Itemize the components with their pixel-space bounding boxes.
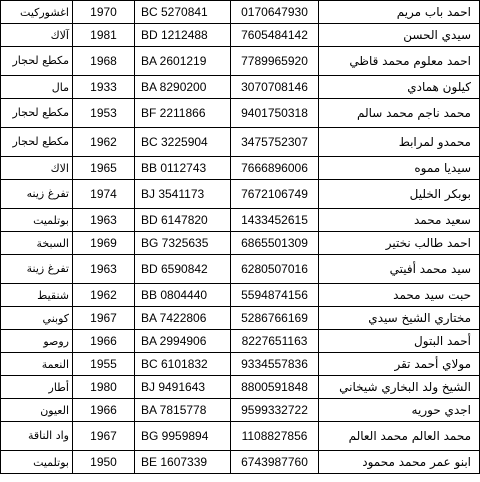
full-name-cell: أحمد البتول: [319, 330, 480, 353]
birthplace-cell: [1, 255, 73, 284]
full-name-cell: محمدو لمرابط: [319, 128, 480, 157]
birthplace-text: مكطع لحجار: [12, 135, 69, 148]
birthplace-cell: روصو: [1, 330, 73, 353]
birthplace-text: مكطع لحجار: [12, 106, 69, 119]
birth-year-cell: 1962: [73, 128, 135, 157]
table-row: [1, 209, 480, 232]
id-card-cell: BD 6147820: [135, 209, 231, 232]
table-row: [1, 307, 480, 330]
full-name-cell: مختاري الشيخ سيدي: [319, 307, 480, 330]
table-row: [1, 1, 480, 24]
table-row: [1, 399, 480, 422]
table-row: [1, 353, 480, 376]
full-name-cell: سيديا مموه: [319, 157, 480, 180]
birth-year-cell: 1965: [73, 157, 135, 180]
birth-year-cell: 1967: [73, 422, 135, 451]
full-name-cell: اجدي حوريه: [319, 399, 480, 422]
birthplace-cell: شنقيط: [1, 284, 73, 307]
national-number-cell: 0170647930: [231, 1, 319, 24]
id-card-cell: BC 6101832: [135, 353, 231, 376]
birthplace-text: واد الناقة: [28, 429, 69, 442]
id-card-cell: BB 0804440: [135, 284, 231, 307]
full-name-cell: سعيد محمد: [319, 209, 480, 232]
birthplace-cell: بوتلميت: [1, 451, 73, 474]
birth-year-cell: 1980: [73, 376, 135, 399]
national-number-cell: 7789965920: [231, 47, 319, 76]
full-name-cell: محمد العالم محمد العالم: [319, 422, 480, 451]
national-number-cell: 7666896006: [231, 157, 319, 180]
birth-year-cell: 1953: [73, 99, 135, 128]
table-row: [1, 157, 480, 180]
table-row: [1, 76, 480, 99]
table-row: [1, 422, 480, 451]
full-name-cell: احمد باب مريم: [319, 1, 480, 24]
national-number-cell: 6743987760: [231, 451, 319, 474]
birth-year-cell: 1955: [73, 353, 135, 376]
full-name-cell: احمد طالب نختير: [319, 232, 480, 255]
national-number-cell: 9334557836: [231, 353, 319, 376]
birth-year-cell: 1966: [73, 399, 135, 422]
birthplace-cell: بوتلميت: [1, 209, 73, 232]
birthplace-cell: مال: [1, 76, 73, 99]
national-number-cell: 3475752307: [231, 128, 319, 157]
national-number-cell: 6280507016: [231, 255, 319, 284]
birth-year-cell: 1970: [73, 1, 135, 24]
birth-year-cell: 1981: [73, 24, 135, 47]
table-row: [1, 47, 480, 76]
table-row: [1, 451, 480, 474]
birthplace-cell: اغشوركيت: [1, 1, 73, 24]
id-card-cell: BG 9959894: [135, 422, 231, 451]
table-row: [1, 330, 480, 353]
birthplace-cell: الاك: [1, 157, 73, 180]
birthplace-cell: السبخة: [1, 232, 73, 255]
full-name-cell: كيلون همادي: [319, 76, 480, 99]
national-number-cell: 9599332722: [231, 399, 319, 422]
birth-year-cell: 1967: [73, 307, 135, 330]
national-number-cell: 9401750318: [231, 99, 319, 128]
birthplace-cell: آلاك: [1, 24, 73, 47]
birthplace-cell: كوبني: [1, 307, 73, 330]
national-number-cell: 1108827856: [231, 422, 319, 451]
id-card-cell: BB 0112743: [135, 157, 231, 180]
national-number-cell: 7672106749: [231, 180, 319, 209]
birth-year-cell: 1950: [73, 451, 135, 474]
id-card-cell: BJ 9491643: [135, 376, 231, 399]
table-row: [1, 376, 480, 399]
id-card-cell: BD 6590842: [135, 255, 231, 284]
birth-year-cell: 1968: [73, 47, 135, 76]
table-row: [1, 284, 480, 307]
full-name-cell: سيد محمد أفيتي: [319, 255, 480, 284]
full-name-cell: بوبكر الخليل: [319, 180, 480, 209]
id-card-cell: BA 8290200: [135, 76, 231, 99]
table-row: [1, 24, 480, 47]
full-name-cell: مولاي أحمد تقر: [319, 353, 480, 376]
full-name-cell: محمد ناجم محمد سالم: [319, 99, 480, 128]
birth-year-cell: 1963: [73, 255, 135, 284]
birth-year-cell: 1963: [73, 209, 135, 232]
id-card-cell: BC 3225904: [135, 128, 231, 157]
id-card-cell: BA 2601219: [135, 47, 231, 76]
full-name-cell: ابنو عمر محمد محمود: [319, 451, 480, 474]
birth-year-cell: 1933: [73, 76, 135, 99]
table-row: [1, 255, 480, 284]
national-number-cell: 1433452615: [231, 209, 319, 232]
id-card-cell: BE 1607339: [135, 451, 231, 474]
national-number-cell: 8800591848: [231, 376, 319, 399]
national-number-cell: 6865501309: [231, 232, 319, 255]
national-number-cell: 8227651163: [231, 330, 319, 353]
birth-year-cell: 1966: [73, 330, 135, 353]
full-name-cell: احمد معلوم محمد قاظي: [319, 47, 480, 76]
records-table-body: [1, 1, 480, 474]
birth-year-cell: 1962: [73, 284, 135, 307]
birthplace-text: مكطع لحجار: [12, 54, 69, 67]
birthplace-cell: [1, 128, 73, 157]
birthplace-cell: [1, 47, 73, 76]
birthplace-cell: [1, 180, 73, 209]
birthplace-cell: [1, 99, 73, 128]
id-card-cell: BD 1212488: [135, 24, 231, 47]
id-card-cell: BA 7422806: [135, 307, 231, 330]
full-name-cell: حبت سيد محمد: [319, 284, 480, 307]
table-row: [1, 180, 480, 209]
id-card-cell: BJ 3541173: [135, 180, 231, 209]
birthplace-cell: أطار: [1, 376, 73, 399]
full-name-cell: سيدي الحسن: [319, 24, 480, 47]
birthplace-cell: العيون: [1, 399, 73, 422]
id-card-cell: BA 7815778: [135, 399, 231, 422]
national-number-cell: 3070708146: [231, 76, 319, 99]
birthplace-text: تفرغ زينه: [26, 187, 69, 200]
id-card-cell: BA 2994906: [135, 330, 231, 353]
id-card-cell: BG 7325635: [135, 232, 231, 255]
national-number-cell: 5594874156: [231, 284, 319, 307]
table-row: [1, 128, 480, 157]
national-number-cell: 5286766169: [231, 307, 319, 330]
birthplace-cell: النعمة: [1, 353, 73, 376]
table-row: [1, 99, 480, 128]
birthplace-cell: [1, 422, 73, 451]
birth-year-cell: 1969: [73, 232, 135, 255]
birth-year-cell: 1974: [73, 180, 135, 209]
id-card-cell: BF 2211866: [135, 99, 231, 128]
national-number-cell: 7605484142: [231, 24, 319, 47]
id-card-cell: BC 5270841: [135, 1, 231, 24]
birthplace-text: تفرغ زينة: [26, 262, 69, 275]
table-row: [1, 232, 480, 255]
full-name-cell: الشيخ ولد البخاري شيخاني: [319, 376, 480, 399]
